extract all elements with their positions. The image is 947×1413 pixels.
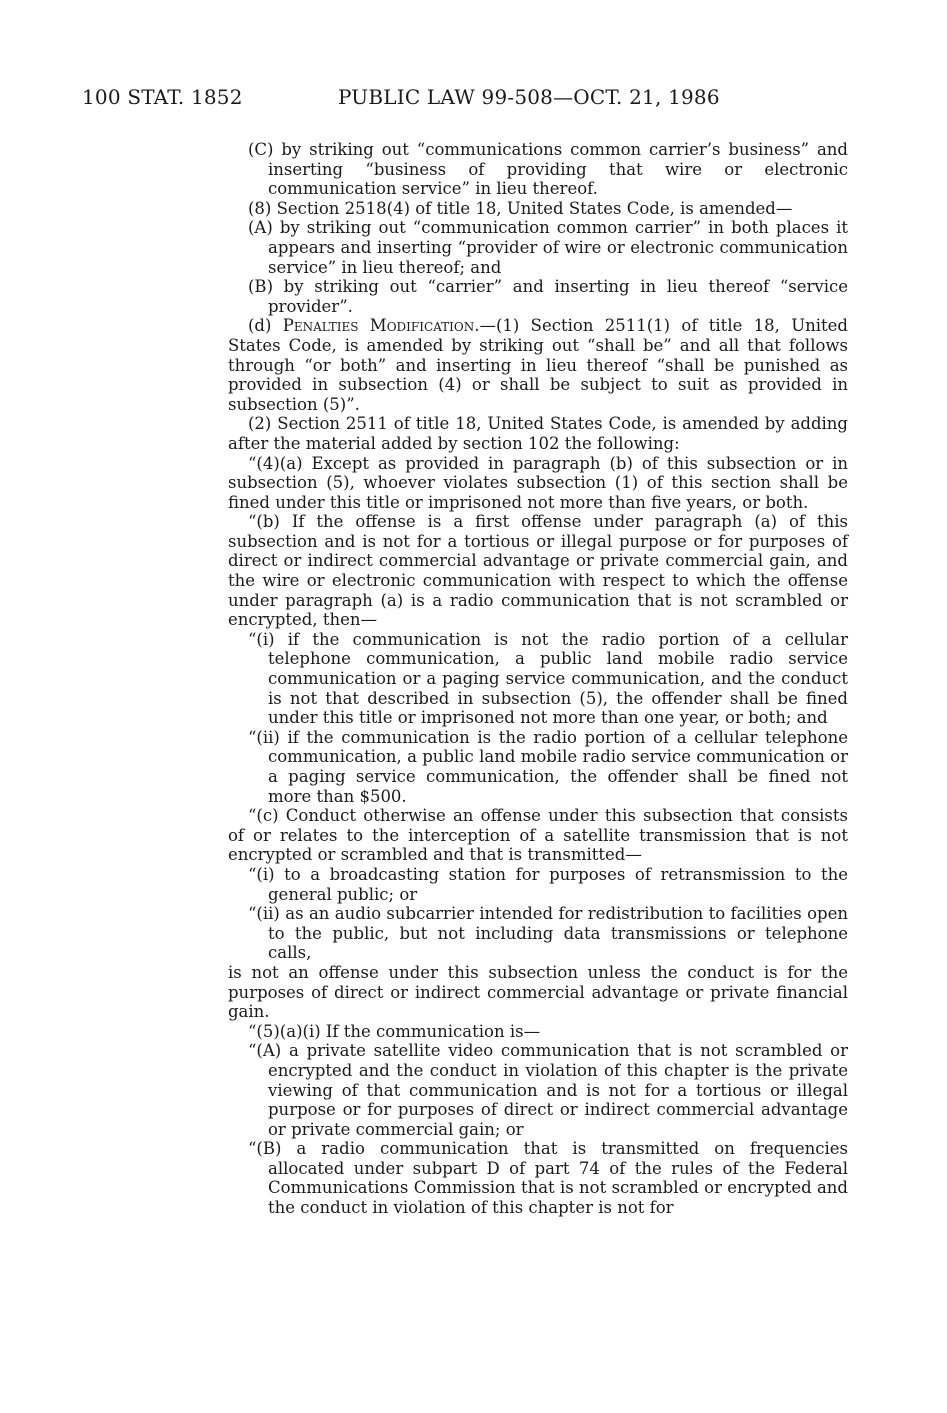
paragraph-c: (C) by striking out “communications common carrier’s business” and inserting “business of providing that wire or electronic communication service” in lieu thereof. xyxy=(248,140,848,199)
heading-d-label: (d) xyxy=(248,316,283,336)
paragraph-4b-i: “(i) if the communication is not the radio portion of a cellular telephone communication, a public land mobile radio service communication or a paging service communication, and the conduct is not that described in subsection (5), the offender shall be fined under this title or imprisoned not more than one year, or both; and xyxy=(248,629,848,728)
paragraph-4c: “(c) Conduct otherwise an offense under this subsection that consists of or relates to the interception of a satellite transmission that is not encrypted or scrambled and that is transmitted— xyxy=(228,806,848,865)
page-header xyxy=(82,85,872,115)
paragraph-8-B: (B) by striking out “carrier” and inserting in lieu thereof “service provider”. xyxy=(248,277,848,316)
statute-citation: 100 STAT. 1852 xyxy=(82,85,243,109)
paragraph-8: (8) Section 2518(4) of title 18, United States Code, is amended— xyxy=(248,198,793,218)
paragraph-5a-i-A: “(A) a private satellite video communication that is not scrambled or encrypted and the conduct in violation of this chapter is the private viewing of that communication and is not for a tortious or illegal purpose or for purposes of direct or indirect commercial advantage or private commercial gain; or xyxy=(248,1041,848,1139)
paragraph-8-A: (A) by striking out “communication common carrier” in both places it appears and inserting “provider of wire or electronic communication service” in lieu thereof; and xyxy=(248,218,848,277)
page-title: PUBLIC LAW 99-508—OCT. 21, 1986 xyxy=(338,85,720,109)
heading-d-caption: Penalties Modification. xyxy=(282,316,480,336)
paragraph-4b: “(b) If the offense is a first offense under paragraph (a) of this subsection and is not for a tortious or illegal purpose or for purposes of direct or indirect commercial advantage or private commercial gain, and the wire or electronic communication with respect to which the offense under paragraph (a) is a radio communication that is not scrambled or encrypted, then— xyxy=(228,512,848,630)
paragraph-4a: “(4)(a) Except as provided in paragraph (b) of this subsection or in subsection (5), whoever violates subsection (1) of this section shall be fined under this title or imprisoned not more than five years, or both. xyxy=(228,453,848,512)
paragraph-d1 xyxy=(228,316,848,414)
paragraph-4b-ii: “(ii) if the communication is the radio portion of a cellular telephone communication, a public land mobile radio service communication or a paging service communication, the offender shall be fined not more than $500. xyxy=(248,727,848,806)
paragraph-4c-continuation: is not an offense under this subsection unless the conduct is for the purposes of direct or indirect commercial advantage or private financial gain. xyxy=(228,962,848,1022)
paragraph-4c-i: “(i) to a broadcasting station for purposes of retransmission to the general public; or xyxy=(248,864,848,904)
document-body xyxy=(228,140,848,1218)
paragraph-5a-i: “(5)(a)(i) If the communication is— xyxy=(248,1021,541,1041)
paragraph-5a-i-B: “(B) a radio communication that is transmitted on frequencies allocated under subpart D of part 74 of the rules of the Federal Communications Commission that is not scrambled or encrypted and the conduct in violation of this chapter is not for xyxy=(248,1139,848,1218)
paragraph-4c-ii: “(ii) as an audio subcarrier intended for redistribution to facilities open to the public, but not including data transmissions or telephone calls, xyxy=(248,904,848,963)
heading-d-dash: — xyxy=(479,316,496,336)
paragraph-d1-text: (1) Section 2511(1) of title 18, United States Code, is amended by striking out “shall be” and all that follows through “or both” and inserting in lieu thereof “shall be punished as provided in subsection (4) or shall be subject to suit as provided in subsection (5)”. xyxy=(228,316,848,414)
paragraph-d2: (2) Section 2511 of title 18, United States Code, is amended by adding after the material added by section 102 the following: xyxy=(228,414,848,453)
